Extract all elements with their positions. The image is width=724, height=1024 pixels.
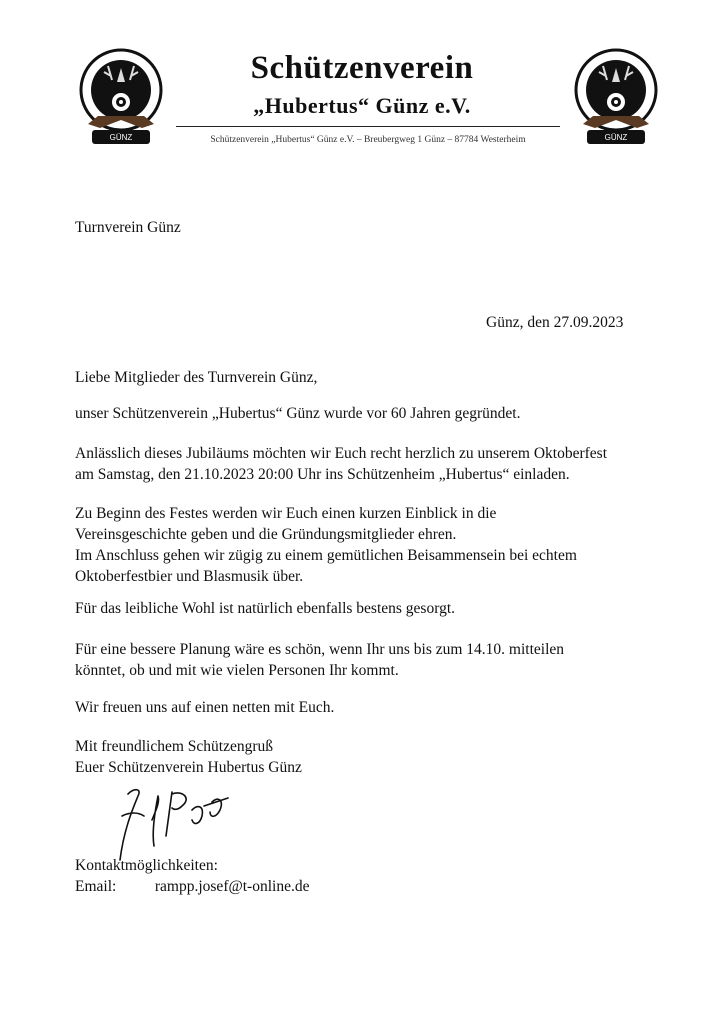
paragraph-line: Im Anschluss gehen wir zügig zu einem gemütlichen Beisammensein bei echtem	[75, 547, 577, 564]
svg-text:GÜNZ: GÜNZ	[109, 133, 133, 142]
paragraph-founding: unser Schützenverein „Hubertus“ Günz wurde vor 60 Jahren gegründet.	[75, 405, 521, 422]
date-line: Günz, den 27.09.2023	[486, 314, 624, 331]
email-address[interactable]: rampp.josef@t-online.de	[154, 878, 310, 895]
svg-text:GÜNZ: GÜNZ	[604, 133, 628, 142]
paragraph-line: Anlässlich dieses Jubiläums möchten wir Euch recht herzlich zu unserem Oktoberfest	[75, 445, 608, 462]
closing-line: Euer Schützenverein Hubertus Günz	[75, 759, 302, 776]
email-row	[75, 876, 675, 897]
closing	[75, 736, 675, 778]
closing-line: Mit freundlichem Schützengruß	[75, 738, 274, 755]
letterhead-title: Schützenverein	[250, 50, 474, 86]
letterhead-address: Schützenverein „Hubertus“ Günz e.V. – Breubergweg 1 Günz – 87784 Westerheim	[210, 135, 526, 145]
paragraph-line: könntet, ob und mit wie vielen Personen Ihr kommt.	[75, 662, 399, 679]
letterhead-subtitle: „Hubertus“ Günz e.V.	[253, 93, 471, 118]
paragraph-line: Oktoberfestbier und Blasmusik über.	[75, 568, 304, 585]
paragraph-line: Für eine bessere Planung wäre es schön, wenn Ihr uns bis zum 14.10. mitteilen	[75, 641, 565, 658]
salutation: Liebe Mitglieder des Turnverein Günz,	[75, 369, 318, 386]
paragraph-looking-forward: Wir freuen uns auf einen netten mit Euch.	[75, 699, 335, 716]
email-label: Email:	[75, 878, 117, 895]
letterhead-divider	[176, 126, 560, 127]
paragraph-line: Zu Beginn des Festes werden wir Euch einen kurzen Einblick in die	[75, 505, 497, 522]
paragraph-program	[75, 503, 675, 587]
paragraph-line: Vereinsgeschichte geben und die Gründungsmitglieder ehren.	[75, 526, 457, 543]
recipient: Turnverein Günz	[75, 219, 181, 236]
paragraph-line: am Samstag, den 21.10.2023 20:00 Uhr ins Schützenheim „Hubertus“ einladen.	[75, 466, 570, 483]
contact-heading: Kontaktmöglichkeiten:	[75, 857, 218, 874]
paragraph-rsvp	[75, 639, 675, 681]
paragraph-invitation	[75, 443, 675, 485]
paragraph-catering: Für das leibliche Wohl ist natürlich ebenfalls bestens gesorgt.	[75, 600, 456, 617]
